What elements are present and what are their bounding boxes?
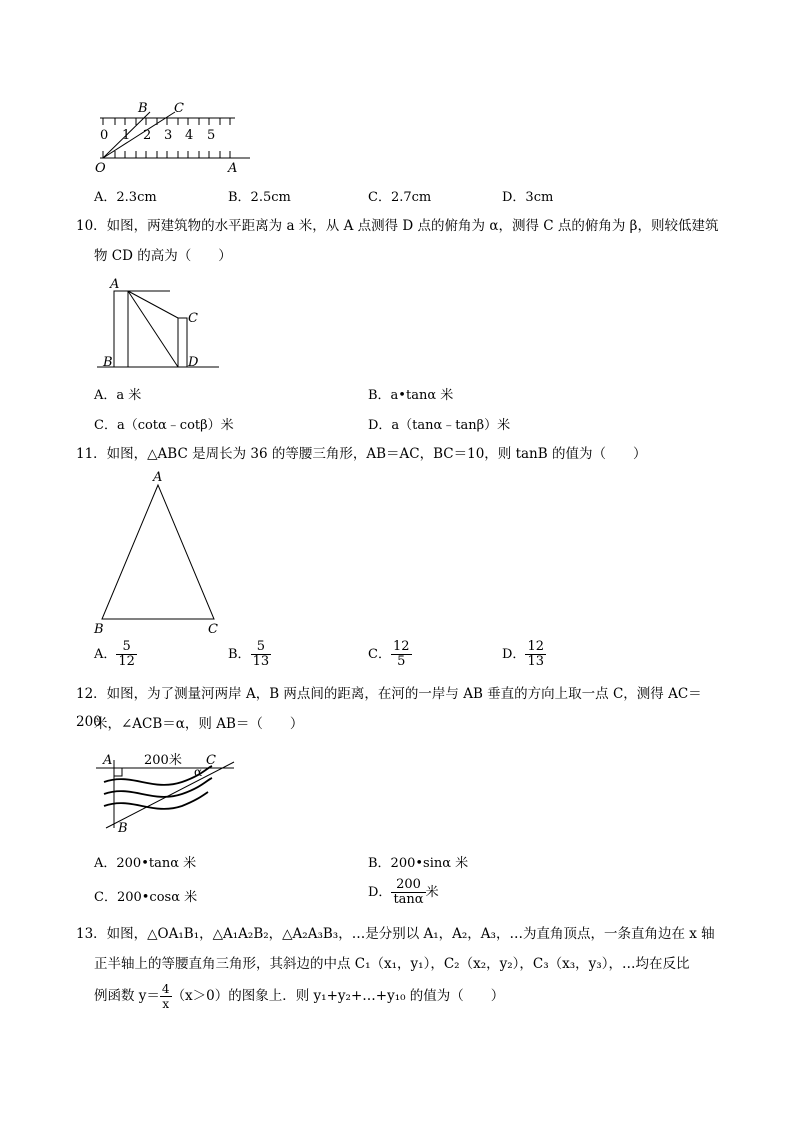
q13-line3-post: （x＞0）的图象上．则 y₁+y₂+…+y₁₀ 的值为（ ） xyxy=(171,988,505,1004)
q10-option-c[interactable]: C．a（cotα﹣cotβ）米 xyxy=(94,418,234,433)
label-A: A xyxy=(110,277,120,292)
ruler-figure xyxy=(90,98,260,178)
q13-text-line1: 13．如图，△OA₁B₁，△A₁A₂B₂，△A₂A₃B₃，…是分别以 A₁，A₂，A₃，…为直角顶点，一条直角边在 x 轴 xyxy=(76,926,715,942)
q10-option-b[interactable]: B．a•tanα 米 xyxy=(368,388,454,403)
fraction xyxy=(251,640,272,669)
denominator: 5 xyxy=(397,654,406,669)
q10-text-line2: 物 CD 的高为（ ） xyxy=(94,248,232,264)
label-C: C xyxy=(174,101,184,116)
q11-text: 11．如图，△ABC 是周长为 36 的等腰三角形，AB＝AC，BC＝10，则 tanB 的值为（ ） xyxy=(76,446,647,462)
fraction xyxy=(160,982,172,1011)
q13-text-line3 xyxy=(94,982,744,1011)
label-A: A xyxy=(153,470,163,485)
q12-option-d[interactable] xyxy=(368,878,439,907)
ruler-tick-5: 5 xyxy=(207,128,216,143)
q10-text-line1: 10．如图，两建筑物的水平距离为 a 米，从 A 点测得 D 点的俯角为 α，测得 C 点的俯角为 β，则较低建筑 xyxy=(76,218,719,234)
q12-option-c[interactable]: C．200•cosα 米 xyxy=(94,890,198,905)
q13-text-line2: 正半轴上的等腰直角三角形，其斜边的中点 C₁（x₁，y₁），C₂（x₂，y₂），C₃（x₃，y₃），…均在反比 xyxy=(94,956,690,972)
river-figure xyxy=(92,748,242,838)
option-letter: D． xyxy=(368,885,392,900)
label-D: D xyxy=(188,355,199,370)
q9-option-d[interactable]: D．3cm xyxy=(502,190,554,205)
q11-option-b[interactable] xyxy=(228,640,271,669)
ruler-tick-3: 3 xyxy=(164,128,173,143)
label-A: A xyxy=(228,161,238,176)
label-B: B xyxy=(118,821,128,836)
numerator: 5 xyxy=(251,640,272,655)
q13-line3-pre: 例函数 y＝ xyxy=(94,988,160,1004)
denominator: 13 xyxy=(527,654,544,669)
q12-text-line2: 米，∠ACB＝α，则 AB＝（ ） xyxy=(94,716,304,732)
label-dist: 200米 xyxy=(144,753,182,768)
denominator: x xyxy=(162,997,170,1011)
q12-option-b[interactable]: B．200•sinα 米 xyxy=(368,856,469,871)
label-alpha: α xyxy=(194,765,203,779)
fraction xyxy=(116,640,137,669)
q10-option-d[interactable]: D．a（tanα﹣tanβ）米 xyxy=(368,418,511,433)
numerator: 12 xyxy=(527,639,544,654)
q12-text-line1: 12．如图，为了测量河两岸 A，B 两点间的距离，在河的一岸与 AB 垂直的方向上取一点 C，测得 AC＝200 xyxy=(76,686,702,730)
fraction xyxy=(391,640,412,669)
numerator: 12 xyxy=(392,639,410,654)
q9-option-c[interactable]: C．2.7cm xyxy=(368,190,432,205)
option-letter: A． xyxy=(94,647,117,662)
label-C: C xyxy=(208,622,218,637)
buildings-figure xyxy=(92,274,227,372)
denominator: 12 xyxy=(118,654,135,669)
label-B: B xyxy=(138,101,148,116)
q11-option-c[interactable] xyxy=(368,640,412,669)
denominator: tanα xyxy=(393,892,424,907)
label-C: C xyxy=(206,753,216,768)
q11-option-d[interactable] xyxy=(502,640,546,669)
label-A: A xyxy=(103,753,113,768)
fraction xyxy=(525,640,546,669)
denominator: 13 xyxy=(252,654,270,669)
q10-option-a[interactable]: A．a 米 xyxy=(94,388,142,403)
label-B: B xyxy=(103,355,113,370)
q9-option-a[interactable]: A．2.3cm xyxy=(94,190,157,205)
option-letter: D． xyxy=(502,647,526,662)
q9-option-b[interactable]: B．2.5cm xyxy=(228,190,291,205)
q11-option-a[interactable] xyxy=(94,640,137,669)
q12-option-a[interactable]: A．200•tanα 米 xyxy=(94,856,197,871)
label-C: C xyxy=(188,311,198,326)
numerator: 5 xyxy=(116,640,137,655)
numerator: 4 xyxy=(161,982,170,996)
fraction xyxy=(391,878,425,907)
ruler-tick-2: 2 xyxy=(143,128,152,143)
label-B: B xyxy=(94,622,104,637)
label-O: O xyxy=(95,161,106,176)
ruler-tick-1: 1 xyxy=(122,128,131,143)
unit: 米 xyxy=(425,885,439,900)
numerator: 200 xyxy=(391,878,425,893)
ruler-tick-4: 4 xyxy=(185,128,194,143)
option-letter: C． xyxy=(368,647,391,662)
option-letter: B． xyxy=(228,647,251,662)
triangle-figure xyxy=(90,468,230,638)
ruler-tick-0: 0 xyxy=(100,128,109,143)
